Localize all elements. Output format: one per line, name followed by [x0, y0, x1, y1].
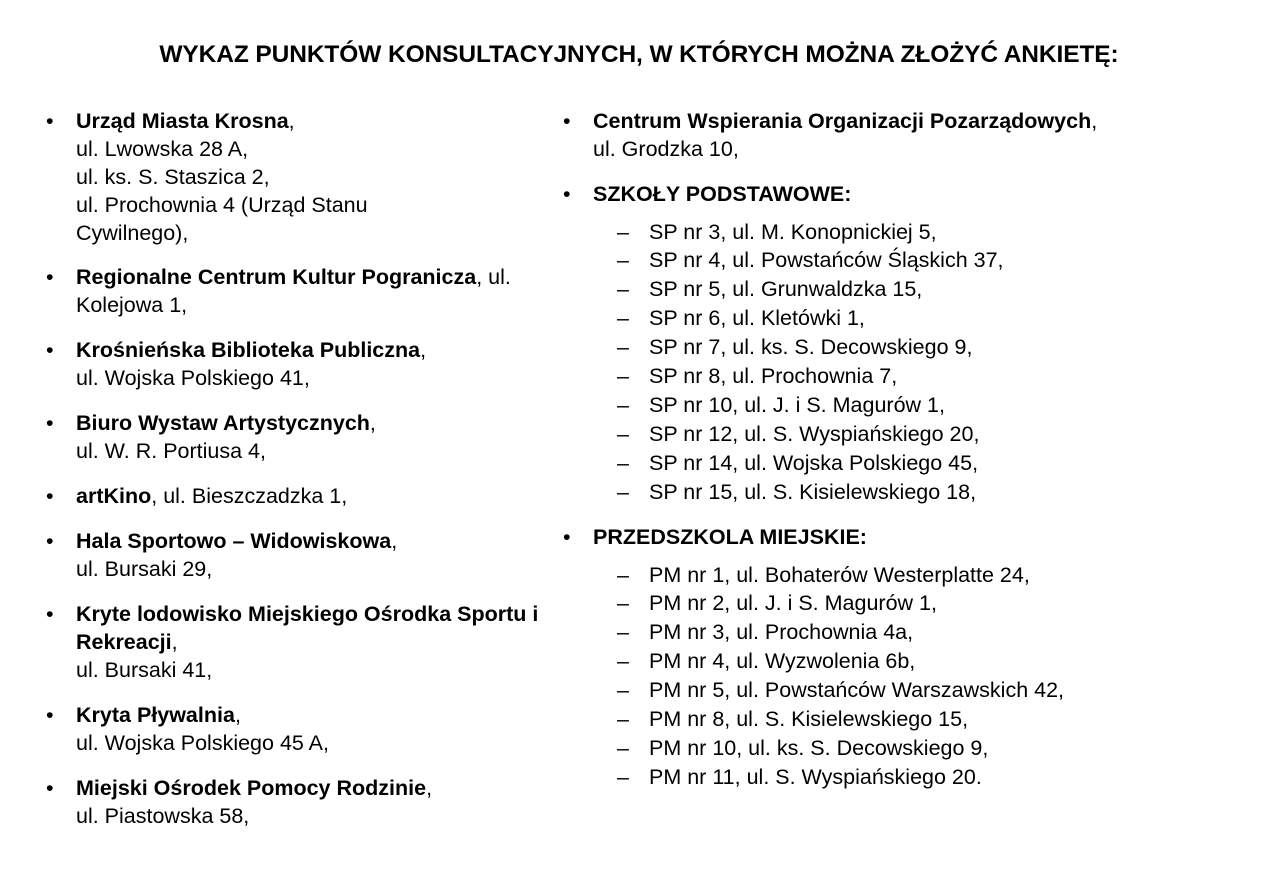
- sub-list-item: [593, 362, 1278, 391]
- sub-list-item-label: SP nr 7, ul. ks. S. Decowskiego 9,: [649, 335, 973, 360]
- list-item: [38, 264, 545, 320]
- entry-name: Hala Sportowo – Widowiskowa: [76, 529, 392, 553]
- sub-list-item-label: SP nr 12, ul. S. Wyspiańskiego 20,: [649, 421, 980, 446]
- entry-address-line: ul. Bursaki 29,: [76, 556, 213, 581]
- list-item: [38, 410, 545, 466]
- dash-icon: –: [617, 219, 629, 244]
- entry-name: Miejski Ośrodek Pomocy Rodzinie: [76, 775, 427, 800]
- section-heading: SZKOŁY PODSTAWOWE:: [593, 181, 852, 206]
- sub-list-item-label: SP nr 5, ul. Grunwaldzka 15,: [649, 277, 923, 302]
- entry-address-line: ul. W. R. Portiusa 4,: [76, 439, 266, 464]
- sub-list-item-label: PM nr 5, ul. Powstańców Warszawskich 42,: [649, 678, 1065, 703]
- bullet-icon: •: [46, 338, 54, 363]
- sub-list-item-label: SP nr 15, ul. S. Kisielewskiego 18,: [649, 479, 977, 504]
- sub-list-item: [593, 763, 1278, 792]
- sub-list-item: [593, 246, 1278, 275]
- entry-address-inline: ,: [426, 775, 433, 800]
- sub-list-item-label: SP nr 10, ul. J. i S. Magurów 1,: [649, 393, 945, 417]
- dash-icon: –: [617, 678, 629, 703]
- dash-icon: –: [617, 277, 629, 302]
- sub-list-item: [593, 304, 1278, 333]
- page-title: WYKAZ PUNKTÓW KONSULTACYJNYCH, W KTÓRYCH MOŻNA ZŁOŻYĆ ANKIETĘ:: [159, 41, 1119, 69]
- dash-icon: –: [617, 306, 629, 331]
- entry-address-line: ul. ks. S. Staszica 2,: [76, 164, 270, 189]
- sub-list-item: [593, 705, 1278, 734]
- entry-name: Centrum Wspierania Organizacji Pozarządowych: [593, 108, 1092, 133]
- bullet-icon: •: [46, 484, 54, 509]
- right-column: [545, 108, 1278, 809]
- sub-list-item-label: PM nr 4, ul. Wyzwolenia 6b,: [649, 649, 916, 674]
- sub-list-item: [593, 478, 1278, 507]
- dash-icon: –: [617, 764, 629, 789]
- sub-list-item-label: SP nr 6, ul. Kletówki 1,: [649, 306, 865, 331]
- sub-list: [593, 561, 1278, 792]
- list-item: [38, 337, 545, 393]
- entry-address-line: ul. Bursaki 41,: [76, 657, 213, 682]
- sub-list-item-label: PM nr 3, ul. Prochownia 4a,: [649, 620, 914, 645]
- sub-list-item-label: SP nr 8, ul. Prochownia 7,: [649, 364, 898, 389]
- entry-address-inline: ,: [369, 411, 376, 436]
- dash-icon: –: [617, 591, 629, 616]
- sub-list-item: [593, 275, 1278, 304]
- bullet-icon: •: [563, 524, 571, 549]
- sub-list-item: [593, 618, 1278, 647]
- two-column-body: [0, 86, 1278, 848]
- dash-icon: –: [617, 736, 629, 760]
- sub-list-item: [593, 647, 1278, 676]
- document-page: [0, 16, 1278, 879]
- entry-address-line: ul. Lwowska 28 A,: [76, 136, 249, 161]
- list-item: [38, 108, 545, 248]
- dash-icon: –: [617, 620, 629, 645]
- sub-list-item: [593, 449, 1278, 478]
- bullet-icon: •: [563, 181, 571, 206]
- sub-list-item-label: SP nr 14, ul. Wojska Polskiego 45,: [649, 450, 979, 475]
- entry-name: Regionalne Centrum Kultur Pogranicza: [76, 265, 477, 290]
- sub-list-item-label: PM nr 8, ul. S. Kisielewskiego 15,: [649, 707, 969, 732]
- list-item: [38, 483, 545, 511]
- entry-address-inline: ,: [288, 108, 295, 133]
- sub-list-item: [593, 676, 1278, 705]
- dash-icon: –: [617, 393, 629, 417]
- sub-list-item: [593, 333, 1278, 362]
- list-item: [555, 108, 1278, 164]
- dash-icon: –: [617, 479, 629, 504]
- left-column: [0, 108, 545, 848]
- entry-name: Biuro Wystaw Artystycznych: [76, 411, 370, 436]
- entry-address-inline: ,: [420, 338, 427, 363]
- consultation-points-list-right: [555, 108, 1278, 792]
- sub-list-item: [593, 420, 1278, 449]
- entry-name: Kryta Pływalnia: [76, 702, 235, 727]
- entry-address-line: ul. Wojska Polskiego 41,: [76, 366, 310, 391]
- entry-address-line: ul. Wojska Polskiego 45 A,: [76, 730, 329, 755]
- dash-icon: –: [617, 421, 629, 446]
- dash-icon: –: [617, 450, 629, 475]
- dash-icon: –: [617, 649, 629, 674]
- entry-address-line: ul. Prochownia 4 (Urząd Stanu: [76, 192, 368, 217]
- sub-list-item: [593, 391, 1278, 420]
- bullet-icon: •: [46, 601, 54, 626]
- dash-icon: –: [617, 335, 629, 360]
- sub-list: [593, 218, 1278, 507]
- sub-list-item: [593, 561, 1278, 590]
- entry-address-line: ul. Piastowska 58,: [76, 803, 250, 828]
- entry-name: artKino: [76, 484, 152, 509]
- dash-icon: –: [617, 562, 629, 587]
- list-item: [38, 601, 545, 685]
- section-heading: PRZEDSZKOLA MIEJSKIE:: [593, 524, 867, 549]
- consultation-points-list-left: [38, 108, 545, 831]
- dash-icon: –: [617, 364, 629, 389]
- entry-address-inline: ,: [1091, 108, 1098, 133]
- entry-address-inline: ,: [171, 629, 178, 654]
- entry-name: Urząd Miasta Krosna: [76, 108, 289, 133]
- sub-list-item-label: PM nr 10, ul. ks. S. Decowskiego 9,: [649, 736, 989, 760]
- sub-list-item-label: SP nr 4, ul. Powstańców Śląskich 37,: [649, 248, 1004, 273]
- bullet-icon: •: [46, 529, 54, 553]
- bullet-icon: •: [46, 702, 54, 727]
- list-item: [38, 702, 545, 758]
- list-item: [555, 524, 1278, 792]
- entry-name: Kryte lodowisko Miejskiego Ośrodka Sportu i Rekreacji: [76, 601, 539, 654]
- list-item: [38, 528, 545, 584]
- sub-list-item-label: PM nr 11, ul. S. Wyspiańskiego 20.: [649, 764, 982, 789]
- list-item: [555, 181, 1278, 507]
- bullet-icon: •: [563, 108, 571, 133]
- sub-list-item-label: SP nr 3, ul. M. Konopnickiej 5,: [649, 219, 937, 244]
- bullet-icon: •: [46, 411, 54, 436]
- sub-list-item: [593, 589, 1278, 618]
- entry-name: Krośnieńska Biblioteka Publiczna: [76, 338, 421, 363]
- bullet-icon: •: [46, 265, 54, 290]
- bullet-icon: •: [46, 775, 54, 800]
- entry-address-inline: ,: [234, 702, 241, 727]
- entry-address-line: ul. Grodzka 10,: [593, 136, 739, 161]
- entry-address-line: Cywilnego),: [76, 220, 189, 245]
- sub-list-item: [593, 218, 1278, 247]
- sub-list-item: [593, 734, 1278, 763]
- bullet-icon: •: [46, 108, 54, 133]
- dash-icon: –: [617, 707, 629, 732]
- sub-list-item-label: PM nr 2, ul. J. i S. Magurów 1,: [649, 591, 937, 616]
- entry-address-inline: , ul. Bieszczadzka 1,: [151, 484, 348, 509]
- entry-address-inline: , ul. Kolejowa 1,: [76, 265, 511, 318]
- entry-address-inline: ,: [391, 529, 398, 553]
- list-item: [38, 775, 545, 831]
- dash-icon: –: [617, 248, 629, 273]
- sub-list-item-label: PM nr 1, ul. Bohaterów Westerplatte 24,: [649, 562, 1030, 587]
